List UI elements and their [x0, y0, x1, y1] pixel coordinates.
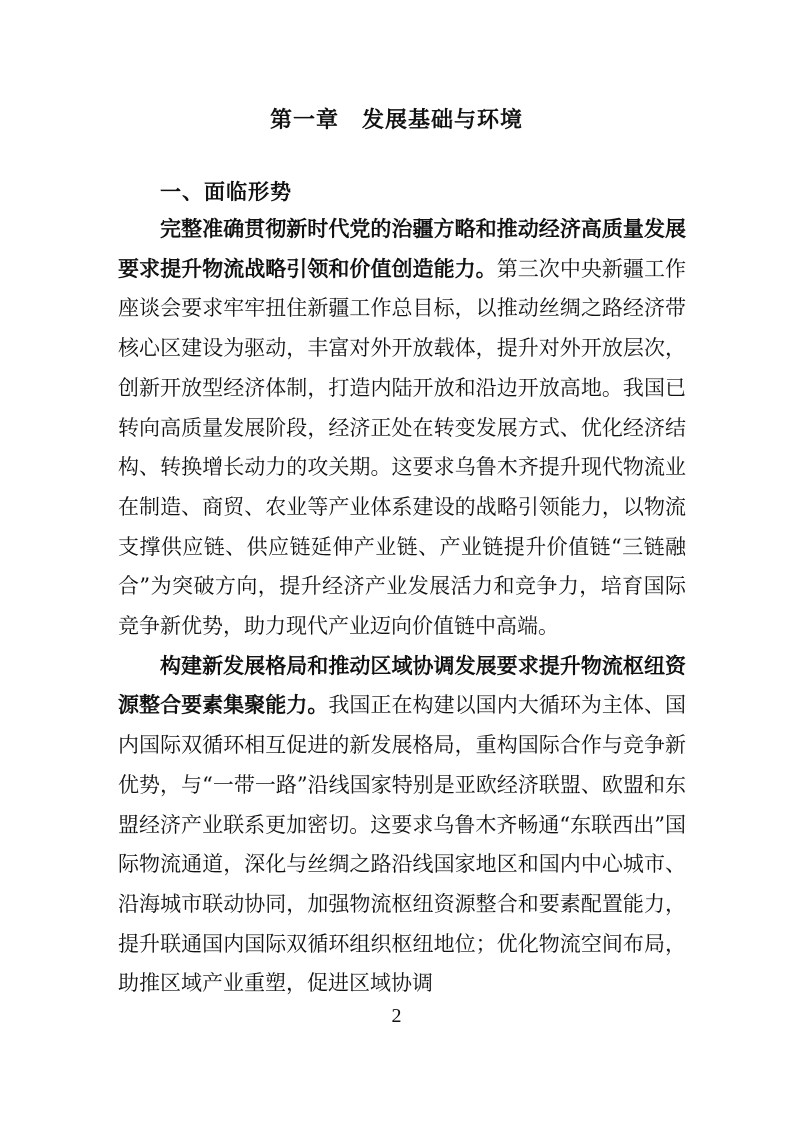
paragraph-lead-sentence: 构建新发展格局和推动区域协调发展要求提升物流枢纽资源整合要素集聚能力。: [118, 653, 686, 718]
paragraph: [118, 210, 686, 647]
paragraph-lead-sentence: 完整准确贯彻新时代党的治疆方略和推动经济高质量发展要求提升物流战略引领和价值创造能力。: [118, 217, 686, 281]
body-text: [118, 210, 686, 1004]
section-heading: 一、面临形势: [160, 180, 292, 204]
paragraph: [118, 647, 686, 1004]
paragraph-text: 我国正在构建以国内大循环为主体、国内国际双循环相互促进的新发展格局，重构国际合作与竞争新优势，与“一带一路”沿线国家特别是亚欧经济联盟、欧盟和东盟经济产业联系更加密切。这要求乌鲁木齐畅通“东联西出”国际物流通道，深化与丝绸之路沿线国家地区和国内中心城市、沿海城市联动协同，加强物流枢纽资源整合和要素配置能力，提升联通国内国际双循环组织枢纽地位；优化物流空间布局，助推区域产业重塑，促进区域协调: [118, 693, 687, 996]
paragraph-text: 第三次中央新疆工作座谈会要求牢牢扭住新疆工作总目标，以推动丝绸之路经济带核心区建设为驱动，丰富对外开放载体，提升对外开放层次，创新开放型经济体制，打造内陆开放和沿边开放高地。我国已转向高质量发展阶段，经济正处在转变发展方式、优化经济结构、转换增长动力的攻关期。这要求乌鲁木齐提升现代物流业在制造、商贸、农业等产业体系建设的战略引领能力，以物流支撑供应链、供应链延伸产业链、产业链提升价值链“三链融合”为突破方向，提升经济产业发展活力和竞争力，培育国际竞争新优势，助力现代产业迈向价值链中高端。: [118, 256, 687, 639]
chapter-title: 第一章 发展基础与环境: [269, 107, 523, 133]
page-number: 2: [391, 1005, 402, 1027]
